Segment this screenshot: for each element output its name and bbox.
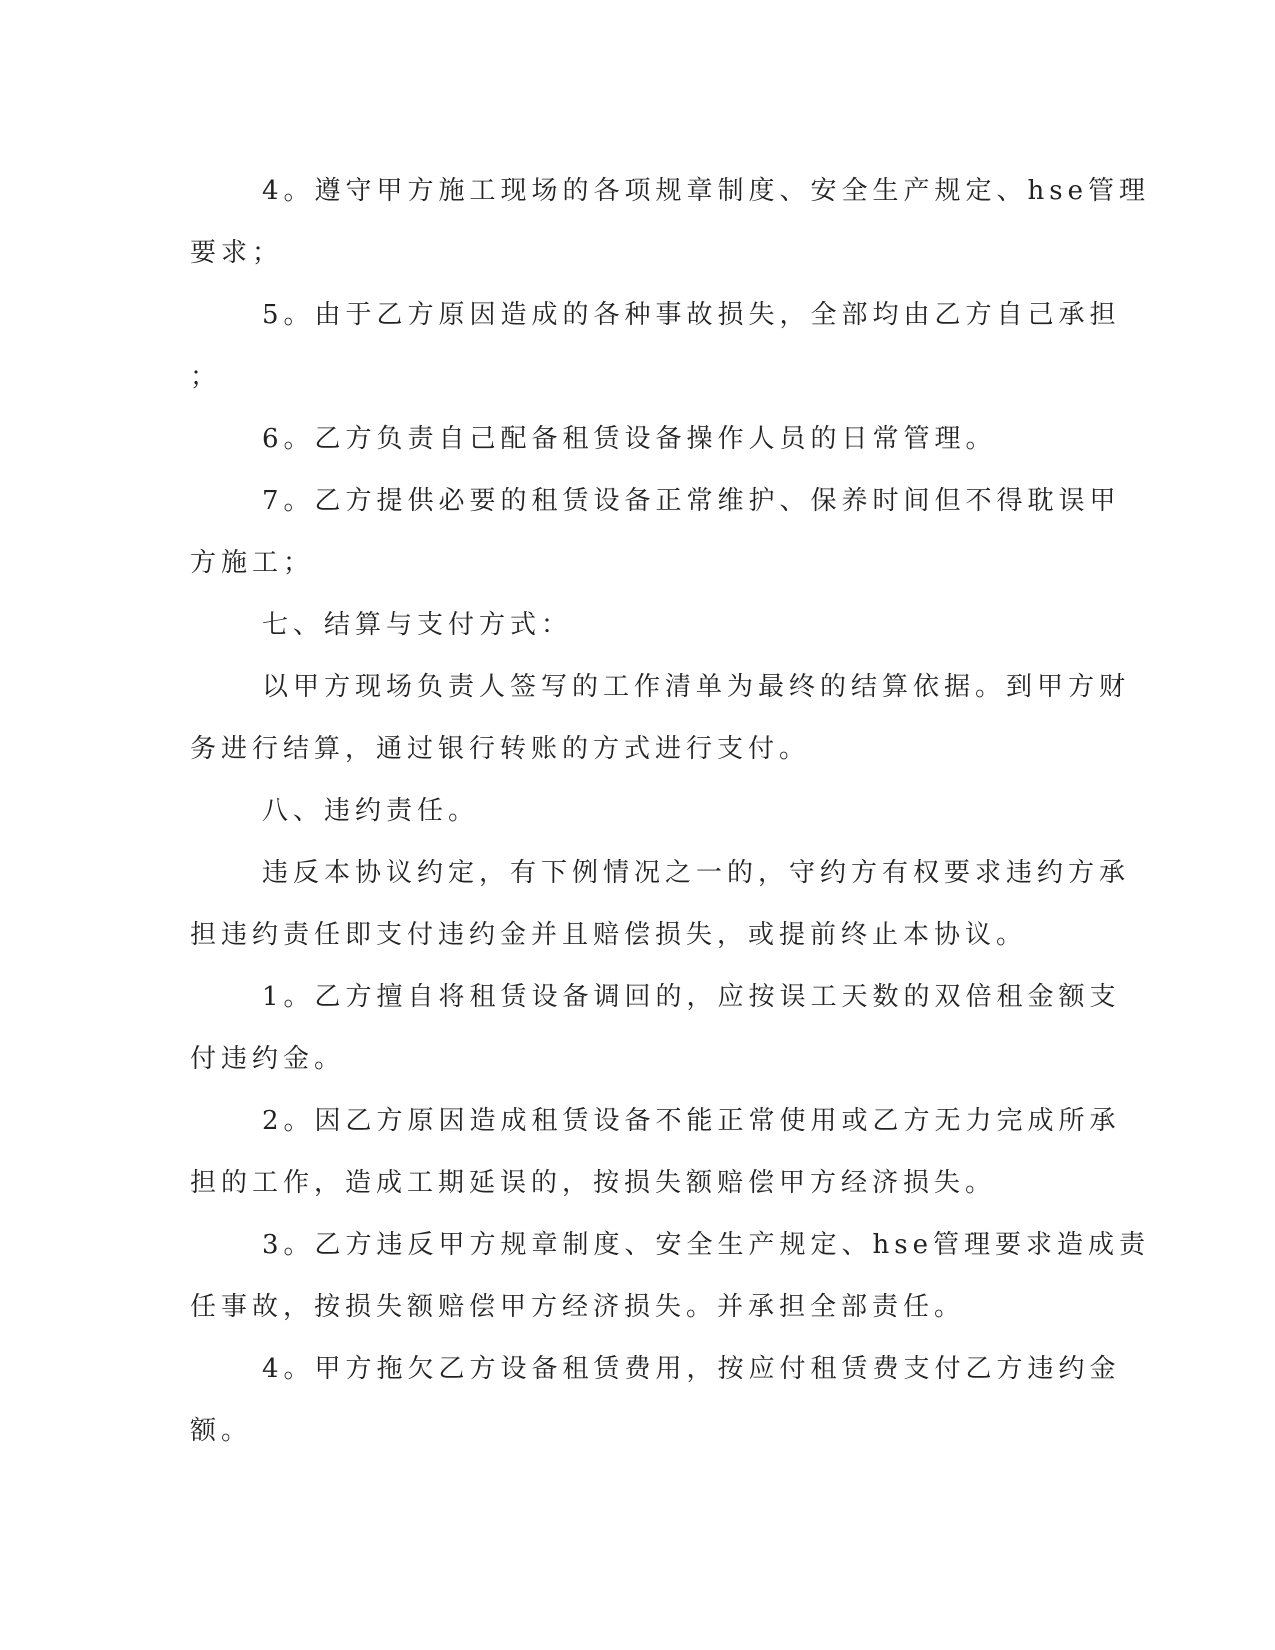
paragraph-line: 7。乙方提供必要的租赁设备正常维护、保养时间但不得耽误甲: [262, 486, 1121, 516]
paragraph-line: 担违约责任即支付违约金并且赔偿损失，或提前终止本协议。: [190, 920, 1028, 950]
paragraph-line: 3。乙方违反甲方规章制度、安全生产规定、hse管理要求造成责: [262, 1230, 1151, 1260]
paragraph-line: 付违约金。: [190, 1044, 346, 1074]
paragraph-line: 违反本协议约定，有下例情况之一的，守约方有权要求违约方承: [262, 858, 1131, 888]
paragraph-line: 5。由于乙方原因造成的各种事故损失，全部均由乙方自己承担: [262, 300, 1121, 330]
paragraph-line: 方施工；: [190, 548, 315, 578]
paragraph-line: ；: [190, 362, 222, 392]
paragraph-line: 以甲方现场负责人签写的工作清单为最终的结算依据。到甲方财: [262, 672, 1131, 702]
paragraph-line: 4。遵守甲方施工现场的各项规章制度、安全生产规定、hse管理: [262, 176, 1151, 206]
paragraph-line: 务进行结算，通过银行转账的方式进行支付。: [190, 734, 811, 764]
document-body: [190, 160, 1151, 1462]
section-heading: 八、违约责任。: [262, 796, 480, 826]
paragraph-line: 任事故，按损失额赔偿甲方经济损失。并承担全部责任。: [190, 1292, 966, 1322]
paragraph-line: 要求；: [190, 238, 284, 268]
paragraph-line: 1。乙方擅自将租赁设备调回的，应按误工天数的双倍租金额支: [262, 982, 1121, 1012]
section-heading: 七、结算与支付方式：: [262, 610, 573, 640]
paragraph-line: 6。乙方负责自己配备租赁设备操作人员的日常管理。: [262, 424, 997, 454]
paragraph-line: 2。因乙方原因造成租赁设备不能正常使用或乙方无力完成所承: [262, 1106, 1121, 1136]
paragraph-line: 额。: [190, 1416, 253, 1446]
paragraph-line: 担的工作，造成工期延误的，按损失额赔偿甲方经济损失。: [190, 1168, 997, 1198]
paragraph-line: 4。甲方拖欠乙方设备租赁费用，按应付租赁费支付乙方违约金: [262, 1354, 1121, 1384]
